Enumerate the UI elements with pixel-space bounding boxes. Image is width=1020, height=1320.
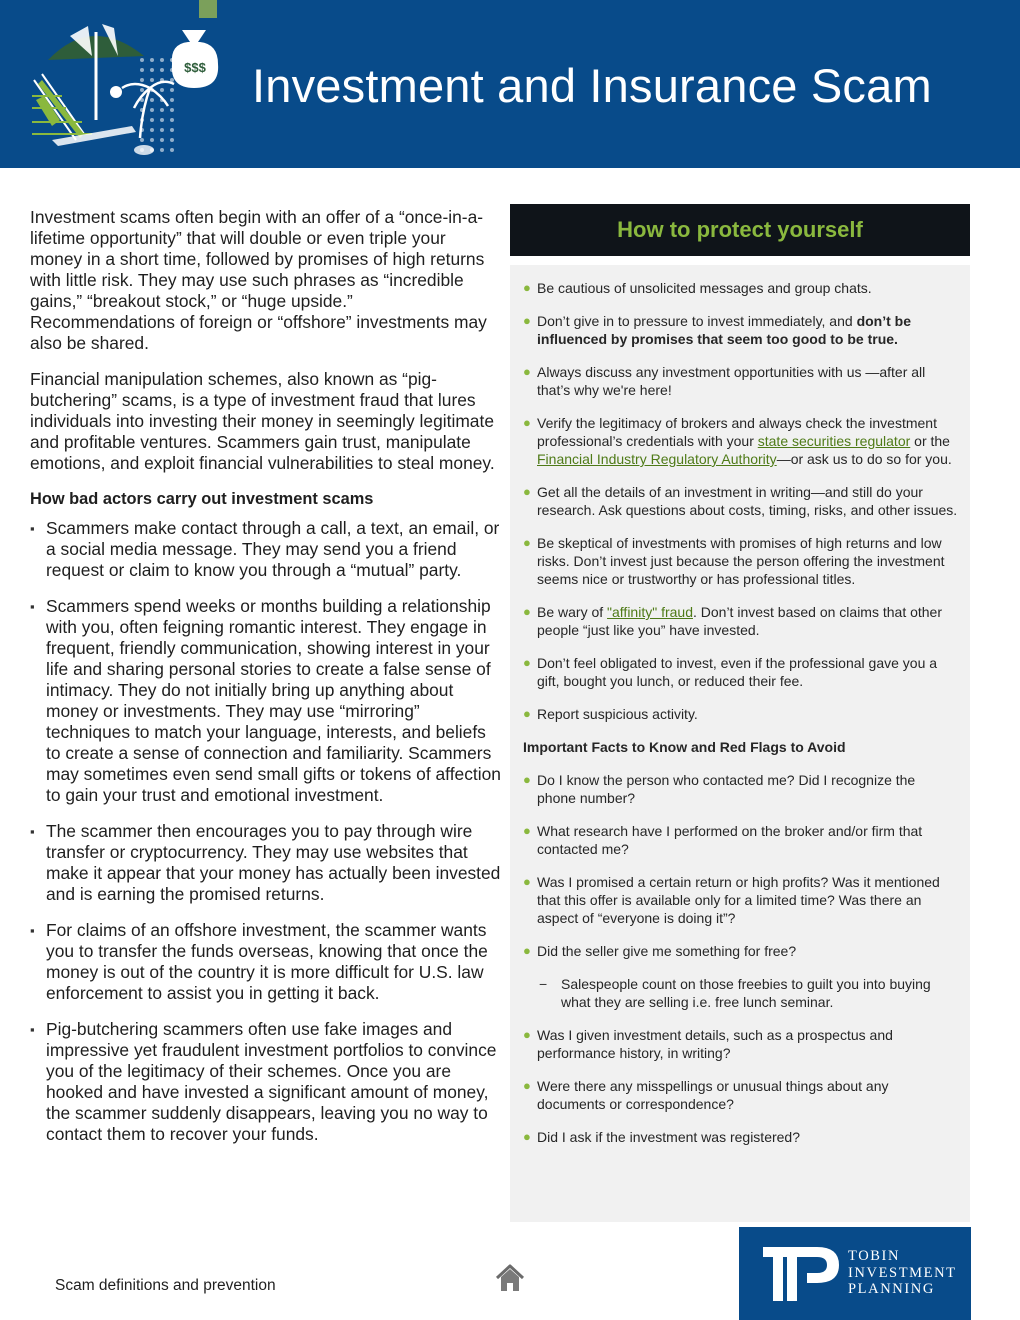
square-bullet-icon: ▪: [30, 923, 35, 938]
green-bullet-icon: ●: [523, 772, 531, 787]
green-bullet-icon: ●: [523, 706, 531, 721]
fact-text: Do I know the person who contacted me? Did I recognize the phone number?: [537, 772, 916, 806]
green-bullet-icon: ●: [523, 1078, 531, 1093]
green-bullet-icon: ●: [523, 415, 531, 430]
tip-item: [523, 312, 958, 348]
list-item-text: Scammers make contact through a call, a text, an email, or a social media message. They may send you a friend request or claim to know you through a “mutual” party.: [46, 518, 500, 580]
list-item: [30, 596, 502, 806]
tip-item: [523, 654, 958, 690]
fact-item: [523, 1128, 958, 1146]
tp-logo-mark: [763, 1247, 839, 1301]
tip-item: [523, 705, 958, 723]
tip-text: Verify the legitimacy of brokers and always check the investment professional’s credentials with your: [537, 415, 937, 449]
fact-text: Salespeople count on those freebies to guilt you into buying what they are selling i.e. free lunch seminar.: [561, 976, 931, 1010]
home-icon[interactable]: [494, 1263, 526, 1293]
fact-text: Did the seller give me something for free?: [537, 943, 797, 959]
tip-text: or the: [910, 433, 950, 449]
tip-text: Be wary of: [537, 604, 608, 620]
list-item-text: Scammers spend weeks or months building a relationship with you, often feigning romantic interest. They engage in frequent, friendly communication, showing interest in your life and sharing personal stories to create a false sense of intimacy. They do not initially bring up anything about money or investments. They may use “mirroring” techniques to match your language, interests, and beliefs to create a sense of connection and familiarity. Scammers may sometimes even send small gifts or tokens of affection to gain your trust and emotional investment.: [46, 596, 501, 805]
footer-label: Scam definitions and prevention: [55, 1277, 276, 1294]
green-bullet-icon: ●: [523, 874, 531, 889]
protect-yourself-panel: [510, 265, 970, 1222]
protect-yourself-header: [510, 204, 970, 256]
fact-item: [523, 1026, 958, 1062]
green-bullet-icon: ●: [523, 364, 531, 379]
square-bullet-icon: ▪: [30, 521, 35, 536]
fact-item: [523, 942, 958, 960]
tip-text: Always discuss any investment opportunities with us —after all that’s why we're here!: [537, 364, 926, 398]
protection-tips-list: [523, 279, 958, 723]
tip-text: . Don’t invest based on claims that other people “just like you” have invested.: [537, 604, 943, 638]
list-item: [30, 821, 502, 905]
square-bullet-icon: ▪: [30, 1022, 35, 1037]
tip-emphasis: don’t be influenced by promises that seem too good to be true.: [537, 313, 911, 347]
fact-subitem: [523, 975, 958, 1011]
fact-text: Were there any misspellings or unusual things about any documents or correspondence?: [537, 1078, 889, 1112]
list-item-text: Pig-butchering scammers often use fake images and impressive yet fraudulent investment portfolios to convince you of the legitimacy of their schemes. Once you are hooked and have invested a significant amount of money, the scammer suddenly disappears, leaving you no way to contact them to recover your funds.: [46, 1019, 497, 1144]
finra-link[interactable]: Financial Industry Regulatory Authority: [537, 451, 777, 467]
red-flags-heading: Important Facts to Know and Red Flags to Avoid: [523, 739, 846, 755]
tip-item: [523, 363, 958, 399]
logo-wordmark: [848, 1248, 957, 1298]
tip-item: [523, 603, 958, 639]
tip-text: —or ask us to do so for you.: [776, 451, 952, 467]
list-item-text: The scammer then encourages you to pay through wire transfer or cryptocurrency. They may use websites that make it appear that your money has actually been invested and is earning the promised returns.: [46, 821, 501, 904]
fact-item: [523, 822, 958, 858]
green-bullet-icon: ●: [523, 535, 531, 550]
tip-item: [523, 414, 958, 468]
tip-text: Don’t feel obligated to invest, even if the professional gave you a gift, bought you lunch, or reduced their fee.: [537, 655, 938, 689]
logo-line: PLANNING: [848, 1281, 935, 1297]
beach-money-illustration: [22, 0, 232, 168]
list-item-text: For claims of an offshore investment, the scammer wants you to transfer the funds overseas, knowing that once the money is out of the country it is more difficult for U.S. law enforcement to assist you in getting it back.: [46, 920, 488, 1003]
pig-butchering-paragraph: Financial manipulation schemes, also known as “pig-butchering” scams, is a type of investment fraud that lures individuals into investing their money in seemingly legitimate and profitable ventures. Scammers gain trust, manipulate emotions, and exploit financial vulnerabilities to steal money.: [30, 369, 495, 473]
tip-text: Get all the details of an investment in writing—and still do your research. Ask questions about costs, timing, risks, and other issues.: [537, 484, 958, 518]
intro-column: [30, 207, 502, 1160]
tip-text: Don’t give in to pressure to invest immediately, and: [537, 313, 857, 329]
money-bag-label: $$$: [184, 60, 206, 75]
tip-item: [523, 279, 958, 297]
square-bullet-icon: ▪: [30, 599, 35, 614]
state-securities-regulator-link[interactable]: state securities regulator: [757, 433, 911, 449]
green-bullet-icon: ●: [523, 1129, 531, 1144]
green-bullet-icon: ●: [523, 823, 531, 838]
green-bullet-icon: ●: [523, 604, 531, 619]
fact-text: Was I promised a certain return or high profits? Was it mentioned that this offer is available only for a limited time? Was there an aspect of “everyone is doing it”?: [537, 874, 940, 926]
tip-item: [523, 534, 958, 588]
green-bullet-icon: ●: [523, 1027, 531, 1042]
list-item: [30, 518, 502, 581]
square-bullet-icon: ▪: [30, 824, 35, 839]
list-item: [30, 1019, 502, 1145]
protect-yourself-title: How to protect yourself: [617, 217, 863, 242]
tip-text: Be cautious of unsolicited messages and group chats.: [537, 280, 872, 296]
list-item: [30, 920, 502, 1004]
affinity-fraud-link[interactable]: "affinity" fraud: [607, 604, 693, 620]
fact-text: Was I given investment details, such as a prospectus and performance history, in writing?: [537, 1027, 893, 1061]
green-bullet-icon: ●: [523, 280, 531, 295]
fact-text: Did I ask if the investment was registered?: [537, 1129, 801, 1145]
green-bullet-icon: ●: [523, 484, 531, 499]
red-flags-list: [523, 771, 958, 1146]
scam-methods-list: [30, 518, 502, 1145]
scam-methods-heading: How bad actors carry out investment scams: [30, 490, 374, 508]
fact-item: [523, 873, 958, 927]
page-title: Investment and Insurance Scam: [252, 59, 932, 112]
green-bullet-icon: ●: [523, 943, 531, 958]
tip-item: [523, 483, 958, 519]
tip-text: Be skeptical of investments with promises of high returns and low risks. Don’t invest just because the person offering the investment seems nice or trustworthy or has professional titles.: [537, 535, 945, 587]
green-bullet-icon: ●: [523, 655, 531, 670]
header-banner: [0, 0, 1020, 168]
green-bullet-icon: ●: [523, 313, 531, 328]
tip-text: Report suspicious activity.: [537, 706, 698, 722]
tobin-logo: [739, 1227, 971, 1320]
fact-item: [523, 771, 958, 807]
dash-bullet-icon: −: [539, 976, 548, 992]
fact-item: [523, 1077, 958, 1113]
logo-line: TOBIN: [848, 1248, 901, 1264]
intro-paragraph: Investment scams often begin with an offer of a “once-in-a-lifetime opportunity” that will double or even triple your money in a short time, followed by promises of high returns with little risk. They may use such phrases as “incredible gains,” “breakout stock,” or “huge upside.” Recommendations of foreign or “offshore” investments may also be shared.: [30, 207, 487, 353]
fact-text: What research have I performed on the broker and/or firm that contacted me?: [537, 823, 923, 857]
logo-line: INVESTMENT: [848, 1264, 957, 1281]
